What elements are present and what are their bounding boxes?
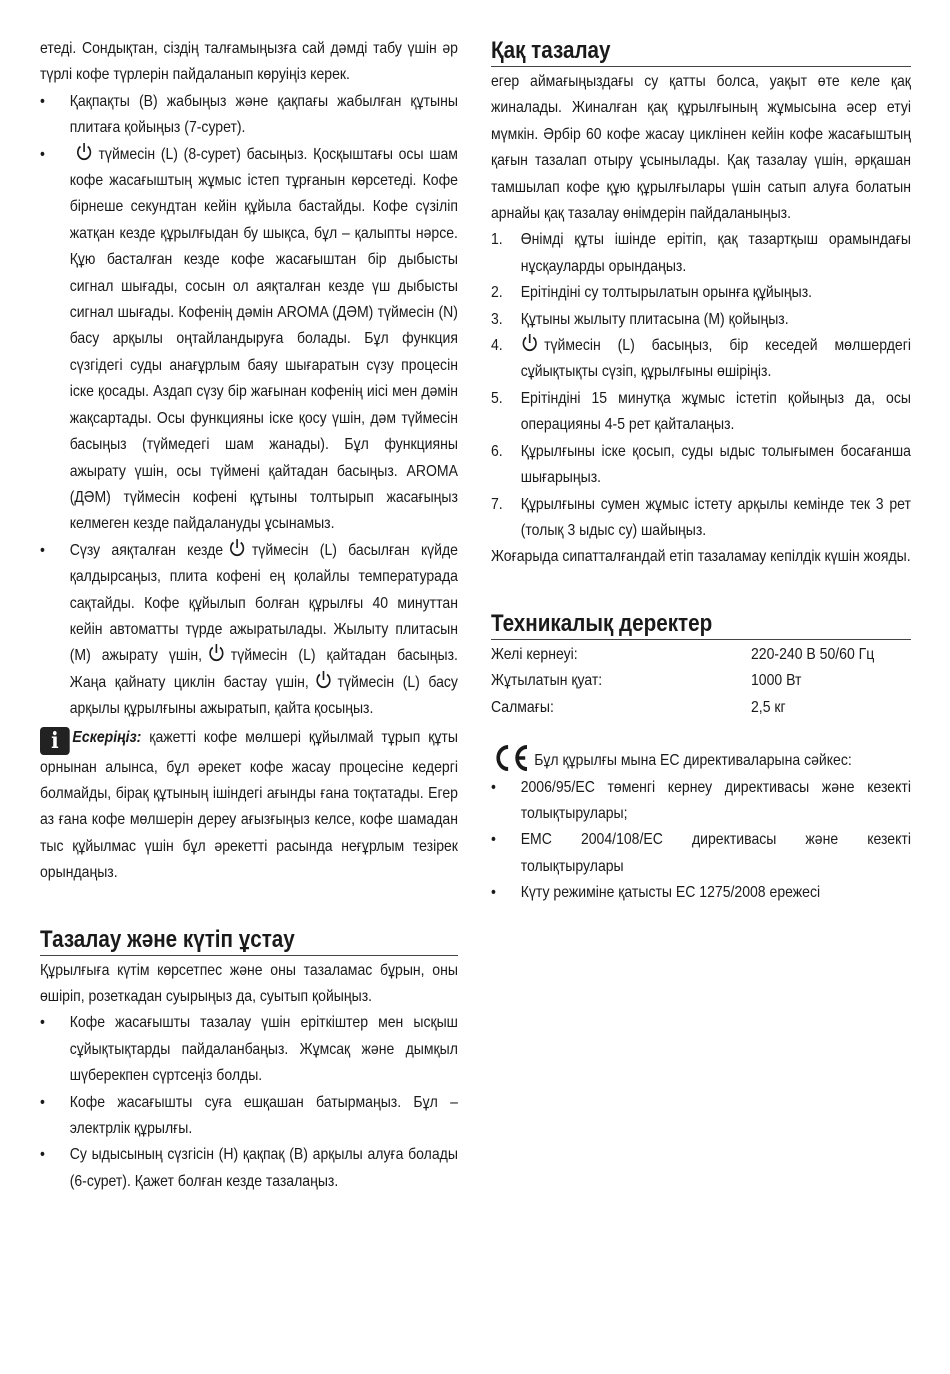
list-item bbox=[491, 880, 911, 906]
list-item bbox=[40, 142, 458, 538]
list-item bbox=[40, 1090, 458, 1143]
bullet: • bbox=[40, 1093, 45, 1111]
section-heading-descale: Қақ тазалау bbox=[491, 37, 611, 64]
list-item-text: Кофе жасағышты тазалау үшін еріткіштер мен ысқыш сұйықтықтарды пайдаланбаңыз. Жұмсақ және дымқыл шүберекпен сүртсеңіз болды. bbox=[69, 1014, 458, 1085]
bullet: • bbox=[40, 1014, 45, 1032]
step-item bbox=[491, 386, 911, 439]
step-text: Құтыны жылыту плитасына (M) қойыңыз. bbox=[520, 310, 789, 328]
step-text: Ерітіндіні 15 минутқа жұмыс істетіп қойыңыз да, осы операцияны 4-5 рет қайталаңыз. bbox=[520, 389, 911, 434]
spec-label: Жұтылатын қуат: bbox=[491, 672, 603, 690]
info-icon: i bbox=[40, 727, 70, 755]
spec-row bbox=[491, 642, 911, 669]
spec-label: Желі кернеуі: bbox=[491, 645, 578, 663]
bullet: • bbox=[491, 884, 496, 902]
ce-text: Бұл құрылғы мына ЕС директиваларына сәйкес: bbox=[534, 752, 852, 770]
power-icon bbox=[207, 643, 225, 663]
step-text: Құрылғыны сумен жұмыс істету арқылы кемінде тек 3 рет (толық 3 ыдыс су) шайыңыз. bbox=[520, 495, 911, 539]
note-paragraph bbox=[40, 725, 458, 887]
bullet: • bbox=[491, 831, 496, 849]
list-item bbox=[491, 827, 911, 880]
step-number: 5. bbox=[491, 389, 503, 407]
section-heading-tech: Техникалық деректер bbox=[491, 609, 713, 637]
list-item-text: түймесін (L) (8-сурет) басыңыз. Қосқыштағы осы шам кофе жасағыштың жұмыс істеп тұрғанын көрсетеді. Кофе бірнеше секундтан кейін құйыла бастайды. Кофе сүзіліп жатқан кезде құрылғыдан бу шықса, бұл – қалыпты нәрсе. Құю басталған кезде кофе жасағыштан бір дыбысты сигнал шығады, сосын ол аяқталған кезде үш дыбысты сигнал шығады. Кофенің дәмін AROMA (ДӘМ) түймесін (N) басу арқылы оңтайландыруға болады. Бұл функция сүзгідегі суды анағұрлым баяу шығаратын сүзу процесін іске қосады. Аздап сүзу бір жағынан кофенің иісі мен дәмін жақсартады. Осы функцияны іске қосу үшін, дәм түймесін басыңыз (түймедегі шам жанады). Бұл функцияны ажырату үшін, осы түймені қайтадан басыңыз. AROMA (ДӘМ) түймесін кофені құтыны толтырып жасағыңыз келмеген кезде пайдалануды ұсынамыз. bbox=[69, 145, 458, 533]
heading-rule bbox=[491, 639, 911, 640]
step-number: 3. bbox=[491, 310, 503, 328]
step-number: 1. bbox=[491, 231, 503, 249]
note-label: Ескеріңіз: bbox=[72, 728, 142, 746]
list-item-text: Кофе жасағышты суға ешқашан батырмаңыз. Бұл – электрлік құрылғы. bbox=[69, 1093, 458, 1138]
warranty-note: Жоғарыда сипатталғандай етіп тазаламау кепілдік күшін жояды. bbox=[491, 548, 911, 566]
step-number: 4. bbox=[491, 337, 503, 355]
step-item bbox=[491, 307, 911, 333]
spec-value: 1000 Вт bbox=[751, 672, 802, 690]
bullet: • bbox=[40, 1146, 45, 1164]
list-item-text: EMC 2004/108/ЕС директивасы және кезекті толықтырулары bbox=[520, 831, 911, 875]
note-text: қажетті кофе мөлшері құйылмай тұрып құты орнынан алынса, бұл әрекет кофе жасау процесіне кедергі болмайды, бірақ құтының ішіндегі ағынды ғана тоқтатады. Егер аз ғана кофе мөлшерін дереу ағызғыңыз келсе, кофе шамадан тыс құйылмас үшін бұл әрекетті расында неғұрлым тезірек орындаңыз. bbox=[40, 728, 458, 882]
step-item bbox=[491, 227, 911, 280]
spec-label: Салмағы: bbox=[491, 698, 554, 716]
step-text: түймесін (L) басыңыз, бір кеседей мөлшердегі сұйықтықты сүзіп, құрылғыны өшіріңіз. bbox=[520, 337, 911, 381]
step-item bbox=[491, 492, 911, 545]
bullet: • bbox=[491, 778, 496, 796]
spec-value: 220-240 В 50/60 Гц bbox=[751, 645, 875, 663]
step-text: Ерітіндіні су толтырылатын орынға құйыңыз. bbox=[520, 284, 813, 302]
bullet: • bbox=[40, 145, 45, 163]
spec-row bbox=[491, 695, 911, 722]
spec-row bbox=[491, 668, 911, 695]
descale-intro: егер аймағыңыздағы су қатты болса, уақыт өте келе қақ жиналады. Жиналған қақ құрылғының жұмысына әсер етуі мүмкін. Әрбір 60 кофе жасау циклінен кейін кофе жасағыштың қағын тазалап отыру ұсынылады. Қақ тазалау үшін, әрқашан тамшылап кофе құю құрылғылары үшін сатып алуға болатын арнайы қақ тазалау өнімдерін пайдаланыңыз. bbox=[491, 73, 911, 223]
right-column bbox=[491, 36, 911, 907]
heading-rule bbox=[40, 955, 458, 956]
section-heading-cleaning: Тазалау және күтіп ұстау bbox=[40, 925, 295, 953]
power-icon bbox=[228, 538, 246, 558]
bullet: • bbox=[40, 92, 45, 110]
power-icon bbox=[75, 142, 93, 162]
step-number: 2. bbox=[491, 284, 503, 302]
step-item bbox=[491, 333, 911, 386]
list-item bbox=[40, 89, 458, 142]
list-item-text: түймесін (L) қайтадан басыңыз. Жаңа қайнату циклін бастау үшін, bbox=[69, 647, 458, 691]
list-item-text: Күту режиміне қатысты ЕС 1275/2008 ережесі bbox=[520, 884, 821, 902]
heading-rule bbox=[491, 66, 911, 67]
spec-value: 2,5 кг bbox=[751, 698, 786, 716]
list-item bbox=[491, 775, 911, 828]
list-item-text: түймесін (L) басу арқылы құрылғыны ажыратып, қайта қосыңыз. bbox=[69, 673, 458, 718]
list-item-text: Су ыдысының сүзгісін (H) қақпақ (B) арқылы алуға болады (6-сурет). Қажет болған кезде тазалаңыз. bbox=[69, 1146, 458, 1190]
step-item bbox=[491, 280, 911, 306]
list-item bbox=[40, 538, 458, 723]
cleaning-intro: Құрылғыға күтім көрсетпес және оны тазаламас бұрын, оны өшіріп, розеткадан суырыңыз да, суытып қойыңыз. bbox=[40, 961, 458, 1005]
step-text: Құрылғыны іске қосып, суды ыдыс толығымен босағанша шығарыңыз. bbox=[520, 442, 911, 487]
step-number: 7. bbox=[491, 495, 503, 513]
list-item bbox=[40, 1010, 458, 1089]
power-icon bbox=[314, 670, 332, 690]
intro-paragraph: етеді. Сондықтан, сіздің талғамыңызға сай дәмді табу үшін әр түрлі кофе түрлерін пайдаланып көруіңіз керек. bbox=[40, 40, 458, 84]
bullet: • bbox=[40, 541, 45, 559]
left-column bbox=[40, 36, 458, 1195]
step-item bbox=[491, 439, 911, 492]
list-item bbox=[40, 1142, 458, 1195]
power-icon bbox=[521, 333, 539, 353]
list-item-text: Қақпақты (B) жабыңыз және қақпағы жабылған құтыны плитаға қойыңыз (7-сурет). bbox=[69, 92, 458, 137]
list-item-text: түймесін (L) басылған күйде қалдырсаңыз, плита кофені ең қолайлы температурада сақтайды. Кофе құйылып болған құрылғы 40 минуттан кейін автоматты түрде ажыратылады. Жылыту плитасын (M) ажырату үшін, bbox=[69, 541, 458, 665]
ce-statement bbox=[491, 743, 911, 774]
ce-mark-icon bbox=[491, 743, 531, 773]
list-item-text: Сүзу аяқталған кезде bbox=[69, 541, 224, 559]
step-number: 6. bbox=[491, 442, 503, 460]
step-text: Өнімді құты ішінде ерітіп, қақ тазартқыш орамындағы нұсқауларды орындаңыз. bbox=[520, 231, 911, 275]
list-item-text: 2006/95/ЕС төменгі кернеу директивасы және кезекті толықтырулары; bbox=[520, 778, 911, 823]
